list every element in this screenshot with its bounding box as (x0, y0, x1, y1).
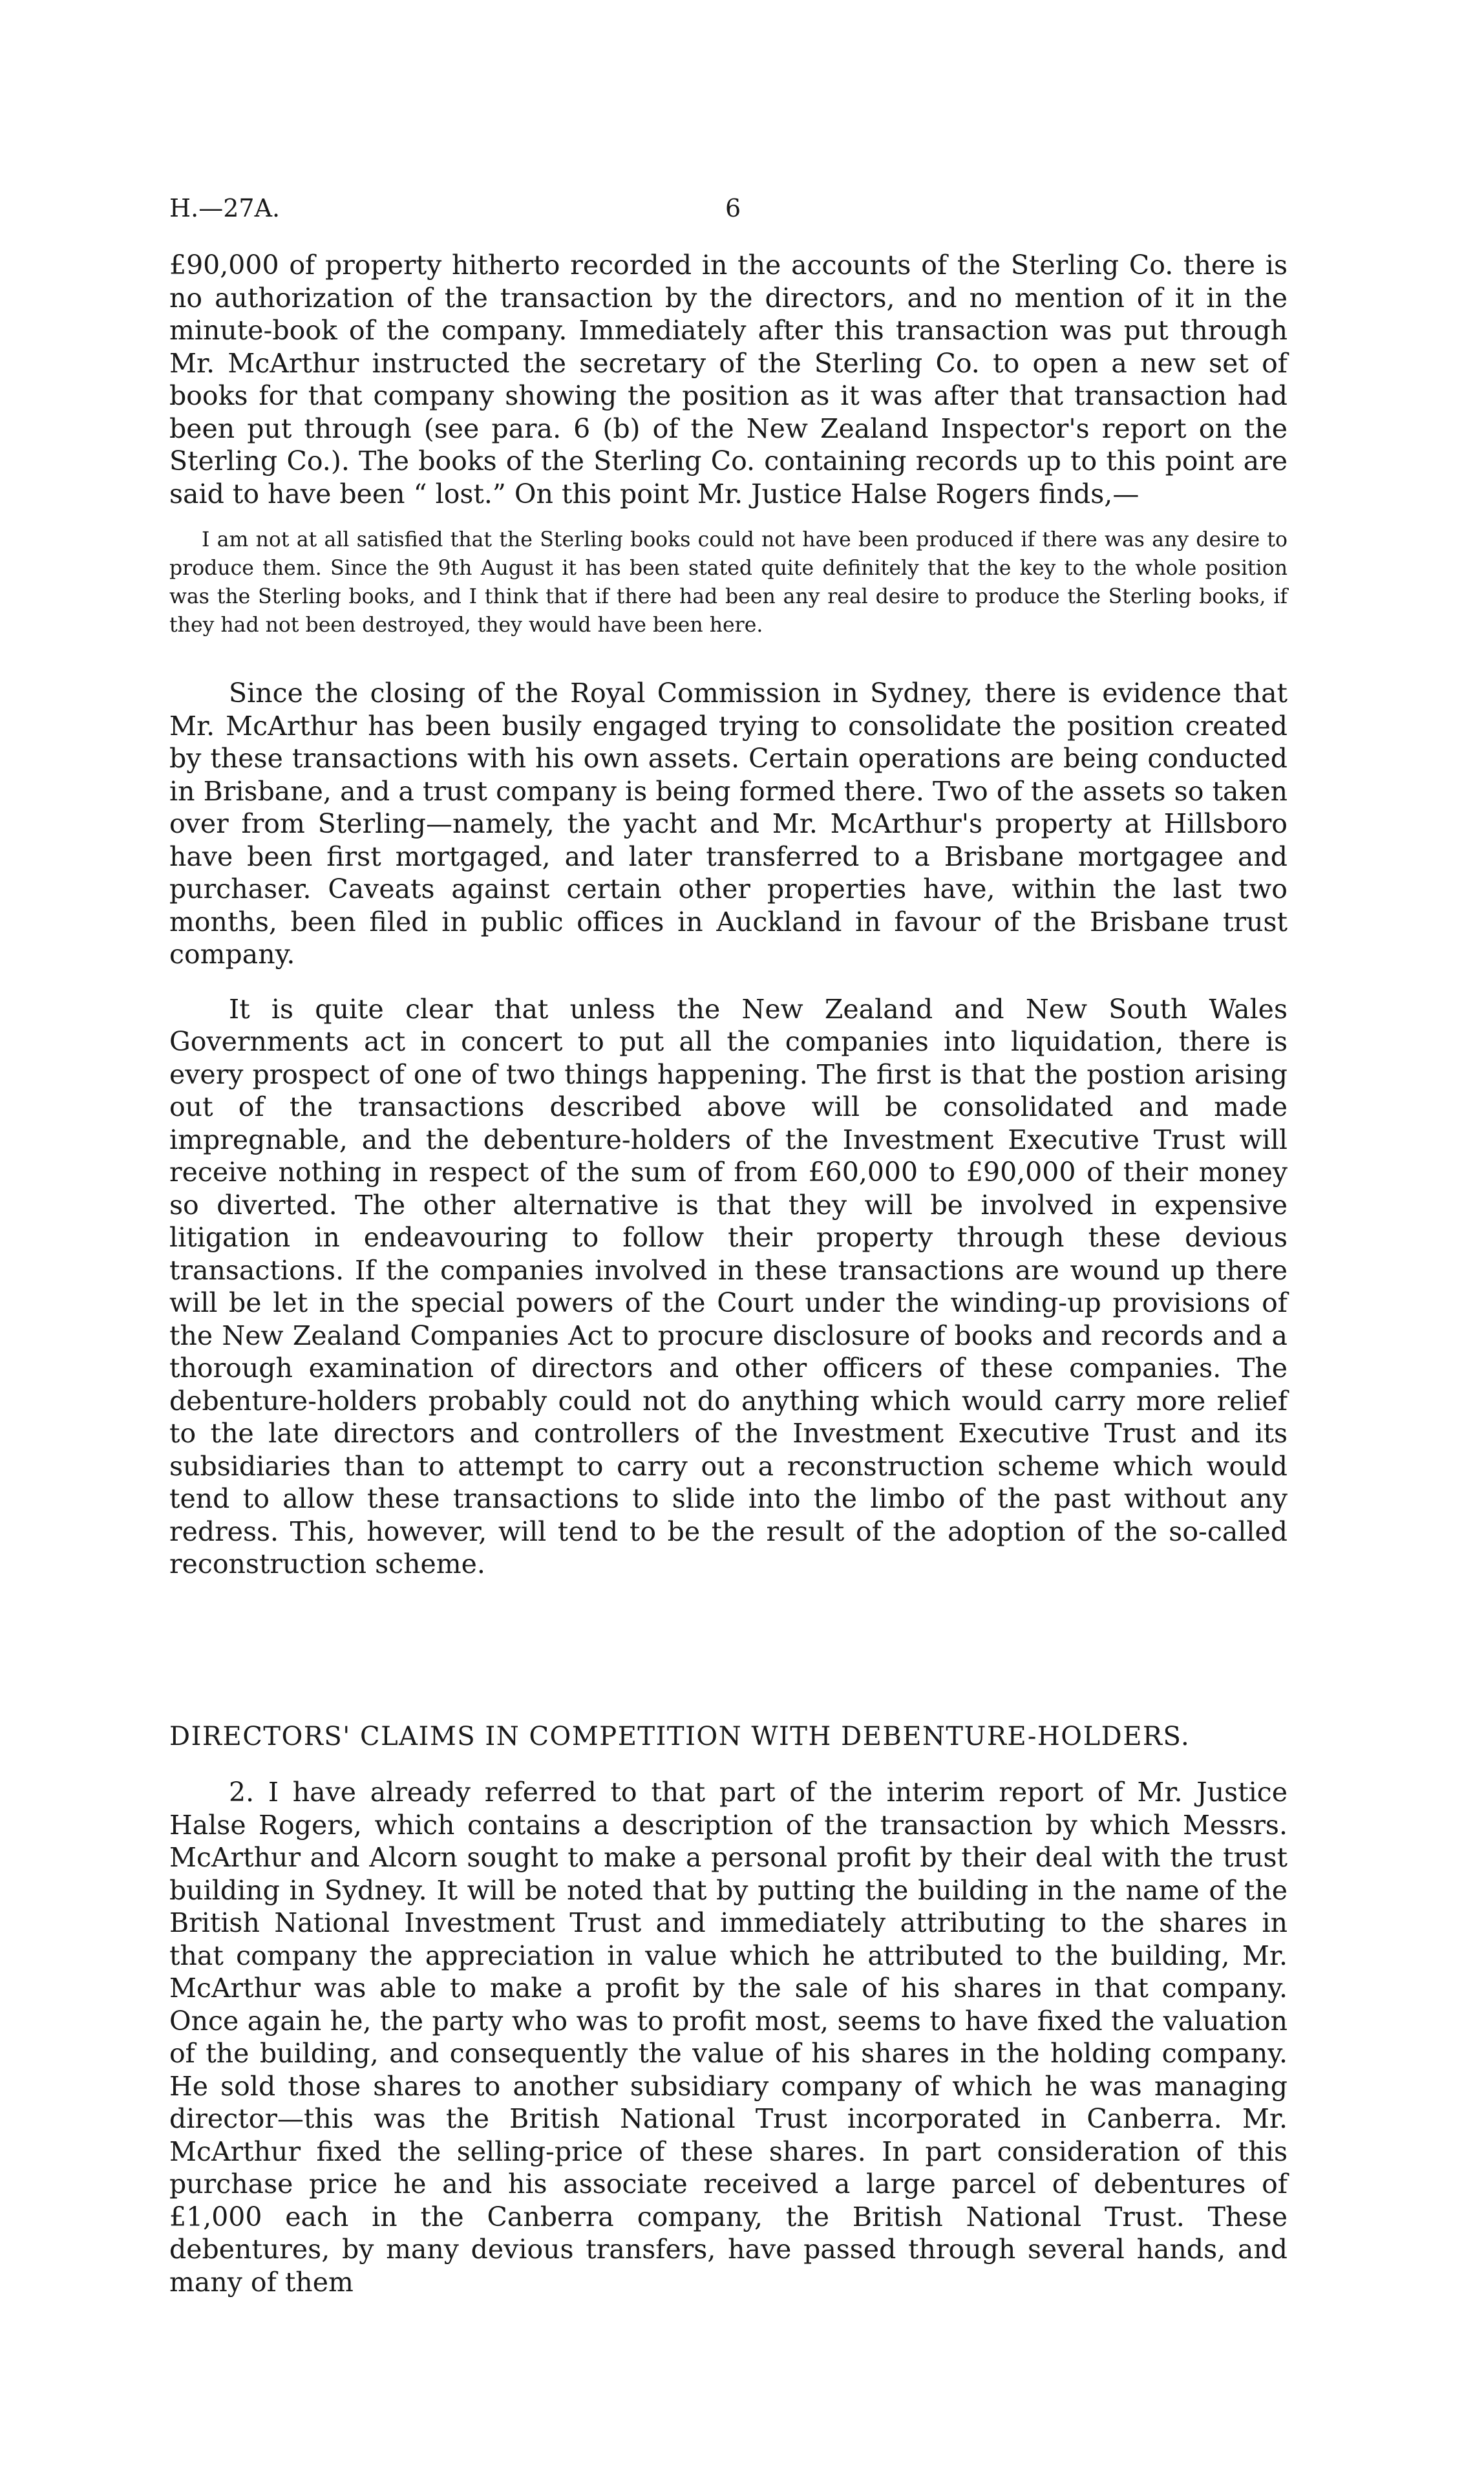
quoted-finding: I am not at all satisfied that the Sterling books could not have been produced if there was any desire to produce them. Since the 9th August it has been stated quite definitely that the key to the whole position was the Sterling books, and I think that if there had been any real desire to produce the Sterling books, if they had not been destroyed, they would have been here. (169, 528, 1288, 637)
running-head (169, 194, 1294, 239)
paragraph-royal-commission: Since the closing of the Royal Commission in Sydney, there is evidence that Mr. McArthur has been busily engaged trying to consolidate the position created by these transactions with his own assets. Certain operations are being conducted in Brisbane, and a trust company is being formed there. Two of the assets so taken over from Sterling—namely, the yacht and Mr. McArthur's property at Hillsboro have been first mortgaged, and later transferred to a Brisbane mortgagee and purchaser. Caveats against certain other properties have, within the last two months, been filed in public offices in Auckland in favour of the Brisbane trust company. (169, 678, 1288, 970)
paragraph-continuation: £90,000 of property hitherto recorded in the accounts of the Sterling Co. there is no authorization of the transaction by the directors, and no mention of it in the minute-book of the company. Immediately after this transaction was put through Mr. McArthur instructed the secretary of the Sterling Co. to open a new set of books for that company showing the position as it was after that transaction had been put through (see para. 6 (b) of the New Zealand Inspector's report on the Sterling Co.). The books of the Sterling Co. containing records up to this point are said to have been “ lost.” On this point Mr. Justice Halse Rogers finds,— (169, 250, 1288, 509)
paragraph-liquidation: It is quite clear that unless the New Zealand and New South Wales Governments act in concert to put all the companies into liquidation, there is every prospect of one of two things happening. The first is that the postion arising out of the transactions described above will be consolidated and made impregnable, and the debenture-holders of the Investment Executive Trust will receive nothing in respect of the sum of from £60,000 to £90,000 of their money so diverted. The other alternative is that they will be involved in expensive litigation in endeavouring to follow their property through these devious transactions. If the companies involved in these transactions are wound up there will be let in the special powers of the Court under the winding-up provisions of the New Zealand Companies Act to procure disclosure of books and records and a thorough examination of directors and other officers of these companies. The debenture-holders probably could not do anything which would carry more relief to the late directors and controllers of the Investment Executive Trust and its subsidiaries than to attempt to carry out a reconstruction scheme which would tend to allow these transactions to slide into the limbo of the past without any redress. This, however, will tend to be the result of the adoption of the so-called reconstruction scheme. (169, 993, 1288, 1579)
section-heading: DIRECTORS' CLAIMS IN COMPETITION WITH DEBENTURE-HOLDERS. (169, 1721, 1191, 1751)
paragraph-directors-claims: 2. I have already referred to that part of the interim report of Mr. Justice Halse Rogers, which contains a description of the transaction by which Messrs. McArthur and Alcorn sought to make a personal profit by their deal with the trust building in Sydney. It will be noted that by putting the building in the name of the British National Investment Trust and immediately attributing to the shares in that company the appreciation in value which he attributed to the building, Mr. McArthur was able to make a profit by the sale of his shares in that company. Once again he, the party who was to profit most, seems to have fixed the valuation of the building, and consequently the value of his shares in the holding company. He sold those shares to another subsidiary company of which he was managing director—this was the British National Trust incorporated in Canberra. Mr. McArthur fixed the selling-price of these shares. In part consideration of this purchase price he and his associate received a large parcel of debentures of £1,000 each in the Canberra company, the British National Trust. These debentures, by many devious transfers, have passed through several hands, and many of them (169, 1777, 1288, 2298)
document-reference: H.—27A. (169, 194, 281, 222)
body-text (169, 249, 1288, 2298)
page-number: 6 (725, 194, 741, 222)
